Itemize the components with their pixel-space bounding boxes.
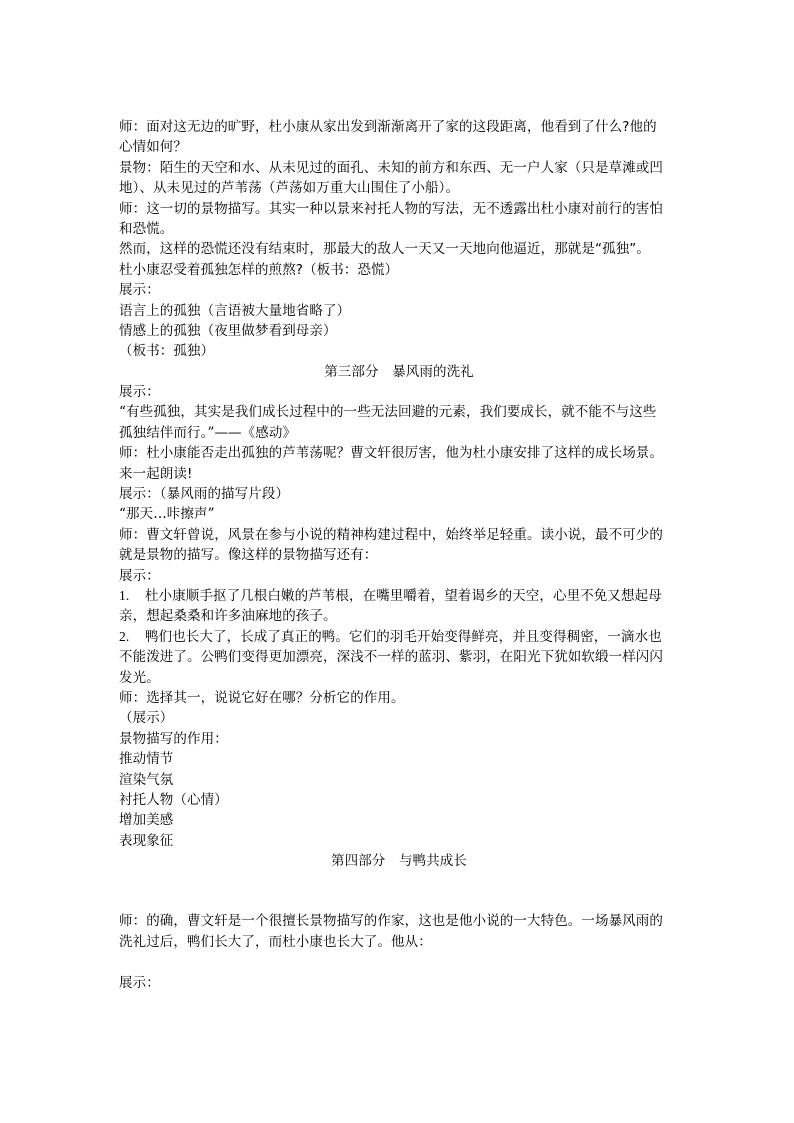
paragraph-line: 发光。 [119,669,160,686]
paragraph-line: 师：杜小康能否走出孤独的芦苇荡呢？曹文轩很厉害，他为杜小康安排了这样的成长场景。 [119,445,663,462]
paragraph-line: 师：这一切的景物描写。其实一种以景来衬托人物的写法，无不透露出杜小康对前行的害怕 [119,200,663,217]
paragraph-line: 师：面对这无边的旷野，杜小康从家出发到渐渐离开了家的这段距离，他看到了什么?他的 [119,119,657,135]
paragraph-line: 和恐慌。 [119,220,174,237]
list-number: 2. [119,628,130,644]
section-heading-part-4: 第四部分 与鸭共成长 [331,853,467,870]
function-item: 衬托人物（心情） [119,791,228,808]
quote-line: 孤独结伴而行。”——《感动》 [119,424,297,441]
list-item-2 [119,627,679,647]
paragraph-line: （展示） [119,710,174,727]
list-item-text: 鸭们也长大了，长成了真正的鸭。它们的羽毛开始变得鲜亮，并且变得稠密，一滴水也 [145,628,662,645]
paragraph-line: 师：的确，曹文轩是一个很擅长景物描写的作家，这也是他小说的一大特色。一场暴风雨的 [119,913,663,930]
paragraph-line: 展示： [119,974,160,991]
list-number: 1. [119,587,130,603]
paragraph-line: 心情如何？ [119,139,187,156]
paragraph-line: 景物描写的作用： [119,730,228,747]
paragraph-line: 语言上的孤独（言语被大量地省略了） [119,302,351,319]
blank-space [119,952,679,972]
quote-line: “有些孤独，其实是我们成长过程中的一些无法回避的元素，我们要成长，就不能不与这些 [119,404,657,421]
paragraph-line: 来一起朗读! [119,465,193,482]
paragraph-line: 展示： [119,384,160,401]
paragraph-line: （板书：孤独） [119,343,215,360]
paragraph-line: 情感上的孤独（夜里做梦看到母亲） [119,322,337,339]
paragraph-line: 然而，这样的恐慌还没有结束时，那最大的敌人一天又一天地向他逼近，那就是“孤独”。 [119,241,650,258]
function-item: 推动情节 [119,751,174,768]
paragraph-line: 杜小康忍受着孤独怎样的煎熬?（板书：恐慌） [119,261,399,278]
paragraph-line: 展示：（暴风雨的描写片段） [119,486,290,503]
paragraph-line: 不能泼进了。公鸭们变得更加漂亮，深浅不一样的蓝羽、紫羽，在阳光下犹如软缎一样闪闪 [119,649,663,666]
paragraph-line: 景物：陌生的天空和水、从未见过的面孔、未知的前方和东西、无一户人家（只是草滩或凹 [119,159,663,176]
paragraph-line: 洗礼过后，鸭们长大了，而杜小康也长大了。他从： [119,933,432,950]
blank-space [119,871,679,911]
paragraph-line: 亲，想起桑桑和许多油麻地的孩子。 [119,608,337,625]
paragraph-line: 展示： [119,567,160,584]
paragraph-line: 师：曹文轩曾说，风景在参与小说的精神构建过程中，始终举足轻重。读小说，最不可少的 [119,526,663,543]
document-body [119,117,679,993]
function-item: 表现象征 [119,832,174,849]
function-item: 渲染气氛 [119,771,174,788]
paragraph-line: 展示： [119,282,160,299]
list-item-text: 杜小康顺手抠了几根白嫩的芦苇根，在嘴里嚼着，望着谒乡的天空，心里不免又想起母 [145,587,662,604]
section-heading-part-3: 第三部分 暴风雨的洗礼 [324,363,474,380]
function-item: 增加美感 [119,812,174,829]
quote-line: “那天…咔擦声” [119,506,215,523]
paragraph-line: 师：选择其一，说说它好在哪？分析它的作用。 [119,689,405,706]
list-item-1 [119,586,679,606]
paragraph-line: 地）、从未见过的芦苇荡（芦荡如万重大山围住了小船）。 [119,180,460,197]
paragraph-line: 就是景物的描写。像这样的景物描写还有： [119,547,378,564]
